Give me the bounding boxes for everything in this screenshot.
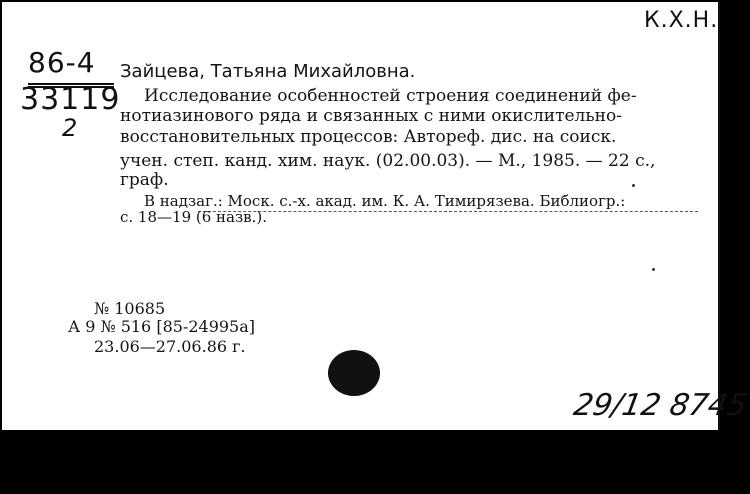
title-line: Исследование особенностей строения соединений фе- bbox=[144, 86, 637, 106]
title-line: учен. степ. канд. хим. наук. (02.00.03). — М., 1985. — 22 с., bbox=[120, 151, 656, 171]
title-line: восстановительных процессов: Автореф. дис. на соиск. bbox=[120, 127, 617, 147]
note-line: В надзаг.: Моск. с.-х. акад. им. К. А. Тимирязева. Библиогр.: bbox=[144, 192, 626, 210]
handwritten-signature: 29/12 8745 bbox=[570, 388, 750, 423]
title-line: граф. bbox=[120, 170, 169, 190]
title-line: нотиазинового ряда и связанных с ними окислительно- bbox=[120, 106, 622, 126]
shelf-code-low: 2 bbox=[62, 114, 78, 142]
accession-reference: А 9 № 516 [85-24995а] bbox=[68, 317, 256, 336]
catalog-card bbox=[2, 2, 750, 430]
author-heading: Зайцева, Татьяна Михайловна. bbox=[120, 61, 416, 82]
shelf-code-mid: 33119 bbox=[20, 82, 121, 117]
accession-dates: 23.06—27.06.86 г. bbox=[94, 337, 246, 356]
note-underline bbox=[198, 211, 698, 212]
speck bbox=[632, 184, 635, 187]
corner-mark: К.Х.Н. bbox=[644, 8, 719, 33]
note-line: с. 18—19 (6 назв.). bbox=[120, 208, 267, 226]
ink-blot bbox=[328, 350, 380, 396]
speck bbox=[652, 268, 655, 271]
accession-number: № 10685 bbox=[94, 299, 166, 318]
shelf-code-top: 86-4 bbox=[28, 46, 96, 79]
